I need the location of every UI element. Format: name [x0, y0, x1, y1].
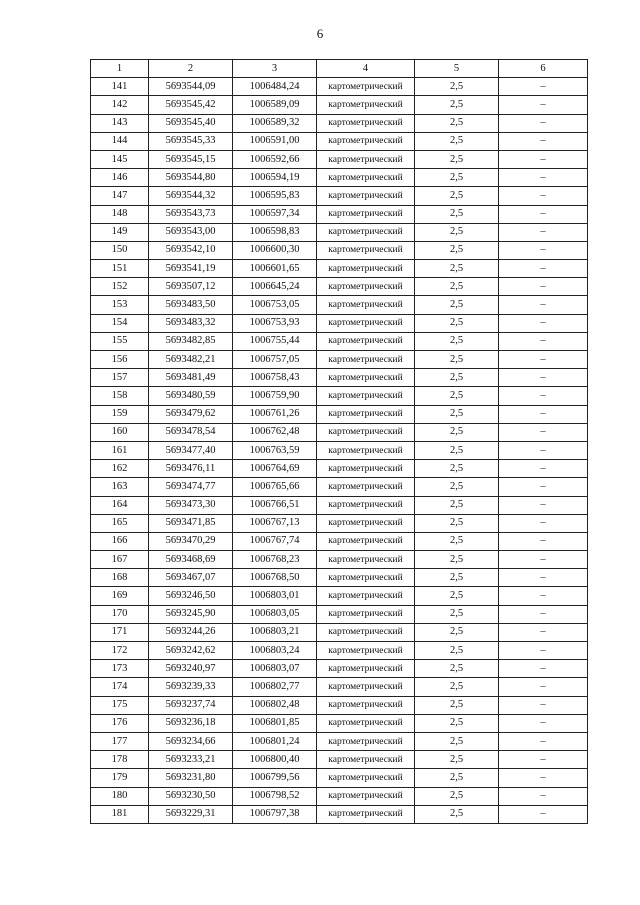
cell-accuracy: 2,5: [415, 696, 499, 714]
cell-coord-x: 5693544,80: [149, 169, 233, 187]
cell-note: –: [499, 623, 588, 641]
cell-coord-x: 5693545,42: [149, 96, 233, 114]
cell-coord-x: 5693467,07: [149, 569, 233, 587]
cell-method: картометрический: [317, 314, 415, 332]
cell-coord-x: 5693543,73: [149, 205, 233, 223]
cell-coord-y: 1006802,77: [233, 678, 317, 696]
cell-coord-y: 1006803,05: [233, 605, 317, 623]
cell-accuracy: 2,5: [415, 387, 499, 405]
cell-accuracy: 2,5: [415, 278, 499, 296]
cell-accuracy: 2,5: [415, 732, 499, 750]
cell-note: –: [499, 642, 588, 660]
cell-note: –: [499, 569, 588, 587]
cell-method: картометрический: [317, 387, 415, 405]
cell-accuracy: 2,5: [415, 332, 499, 350]
cell-coord-x: 5693545,15: [149, 150, 233, 168]
cell-point-number: 154: [91, 314, 149, 332]
cell-note: –: [499, 260, 588, 278]
cell-method: картометрический: [317, 623, 415, 641]
cell-point-number: 179: [91, 769, 149, 787]
cell-coord-y: 1006767,13: [233, 514, 317, 532]
cell-note: –: [499, 751, 588, 769]
cell-coord-y: 1006758,43: [233, 369, 317, 387]
table-row: [91, 787, 588, 805]
cell-accuracy: 2,5: [415, 150, 499, 168]
cell-coord-x: 5693230,50: [149, 787, 233, 805]
cell-coord-x: 5693545,40: [149, 114, 233, 132]
table-row: [91, 478, 588, 496]
cell-accuracy: 2,5: [415, 205, 499, 223]
table-row: [91, 332, 588, 350]
cell-note: –: [499, 332, 588, 350]
cell-note: –: [499, 769, 588, 787]
cell-coord-x: 5693231,80: [149, 769, 233, 787]
cell-method: картометрический: [317, 132, 415, 150]
cell-method: картометрический: [317, 751, 415, 769]
header-col-6: 6: [499, 60, 588, 78]
cell-coord-x: 5693239,33: [149, 678, 233, 696]
cell-accuracy: 2,5: [415, 223, 499, 241]
cell-method: картометрический: [317, 423, 415, 441]
cell-coord-y: 1006755,44: [233, 332, 317, 350]
table-row: [91, 714, 588, 732]
cell-method: картометрический: [317, 660, 415, 678]
cell-point-number: 166: [91, 532, 149, 550]
table-row: [91, 496, 588, 514]
table-row: [91, 169, 588, 187]
table-row: [91, 587, 588, 605]
cell-method: картометрический: [317, 223, 415, 241]
cell-note: –: [499, 696, 588, 714]
cell-coord-x: 5693234,66: [149, 732, 233, 750]
table-row: [91, 441, 588, 459]
cell-point-number: 150: [91, 241, 149, 259]
cell-point-number: 141: [91, 78, 149, 96]
cell-method: картометрический: [317, 96, 415, 114]
cell-note: –: [499, 169, 588, 187]
cell-accuracy: 2,5: [415, 787, 499, 805]
cell-coord-x: 5693541,19: [149, 260, 233, 278]
cell-point-number: 159: [91, 405, 149, 423]
cell-point-number: 156: [91, 351, 149, 369]
cell-point-number: 180: [91, 787, 149, 805]
table-row: [91, 205, 588, 223]
cell-accuracy: 2,5: [415, 351, 499, 369]
cell-point-number: 147: [91, 187, 149, 205]
cell-coord-x: 5693543,00: [149, 223, 233, 241]
cell-note: –: [499, 732, 588, 750]
table-row: [91, 260, 588, 278]
cell-point-number: 169: [91, 587, 149, 605]
table-row: [91, 187, 588, 205]
cell-coord-x: 5693468,69: [149, 551, 233, 569]
cell-note: –: [499, 551, 588, 569]
cell-note: –: [499, 460, 588, 478]
cell-coord-x: 5693544,09: [149, 78, 233, 96]
cell-coord-y: 1006765,66: [233, 478, 317, 496]
cell-coord-y: 1006591,00: [233, 132, 317, 150]
cell-point-number: 149: [91, 223, 149, 241]
cell-coord-x: 5693474,77: [149, 478, 233, 496]
cell-note: –: [499, 805, 588, 823]
cell-note: –: [499, 223, 588, 241]
cell-coord-y: 1006589,09: [233, 96, 317, 114]
cell-point-number: 160: [91, 423, 149, 441]
cell-method: картометрический: [317, 405, 415, 423]
table-row: [91, 460, 588, 478]
cell-accuracy: 2,5: [415, 441, 499, 459]
cell-method: картометрический: [317, 551, 415, 569]
table-header-row: [91, 60, 588, 78]
table-row: [91, 569, 588, 587]
cell-method: картометрический: [317, 369, 415, 387]
cell-point-number: 175: [91, 696, 149, 714]
cell-method: картометрический: [317, 642, 415, 660]
cell-method: картометрический: [317, 732, 415, 750]
cell-method: картометрический: [317, 278, 415, 296]
table-row: [91, 296, 588, 314]
cell-note: –: [499, 351, 588, 369]
cell-method: картометрический: [317, 241, 415, 259]
cell-method: картометрический: [317, 678, 415, 696]
table-row: [91, 96, 588, 114]
cell-coord-y: 1006768,50: [233, 569, 317, 587]
cell-coord-y: 1006762,48: [233, 423, 317, 441]
table-row: [91, 532, 588, 550]
cell-accuracy: 2,5: [415, 660, 499, 678]
table-row: [91, 642, 588, 660]
cell-point-number: 143: [91, 114, 149, 132]
cell-coord-y: 1006594,19: [233, 169, 317, 187]
cell-point-number: 162: [91, 460, 149, 478]
cell-note: –: [499, 787, 588, 805]
cell-coord-y: 1006799,56: [233, 769, 317, 787]
cell-coord-x: 5693245,90: [149, 605, 233, 623]
cell-point-number: 170: [91, 605, 149, 623]
table-row: [91, 805, 588, 823]
cell-note: –: [499, 314, 588, 332]
cell-accuracy: 2,5: [415, 769, 499, 787]
cell-coord-y: 1006803,21: [233, 623, 317, 641]
cell-coord-y: 1006753,93: [233, 314, 317, 332]
cell-accuracy: 2,5: [415, 478, 499, 496]
table-row: [91, 605, 588, 623]
cell-method: картометрический: [317, 496, 415, 514]
cell-coord-x: 5693479,62: [149, 405, 233, 423]
cell-coord-x: 5693473,30: [149, 496, 233, 514]
cell-accuracy: 2,5: [415, 605, 499, 623]
cell-coord-x: 5693244,26: [149, 623, 233, 641]
cell-point-number: 173: [91, 660, 149, 678]
cell-note: –: [499, 241, 588, 259]
cell-coord-x: 5693478,54: [149, 423, 233, 441]
cell-point-number: 142: [91, 96, 149, 114]
cell-coord-x: 5693481,49: [149, 369, 233, 387]
cell-coord-x: 5693237,74: [149, 696, 233, 714]
cell-note: –: [499, 150, 588, 168]
table-row: [91, 551, 588, 569]
cell-coord-x: 5693544,32: [149, 187, 233, 205]
cell-accuracy: 2,5: [415, 260, 499, 278]
cell-accuracy: 2,5: [415, 551, 499, 569]
cell-accuracy: 2,5: [415, 96, 499, 114]
table-row: [91, 387, 588, 405]
cell-coord-y: 1006757,05: [233, 351, 317, 369]
cell-point-number: 178: [91, 751, 149, 769]
header-col-2: 2: [149, 60, 233, 78]
cell-point-number: 151: [91, 260, 149, 278]
cell-coord-y: 1006592,66: [233, 150, 317, 168]
cell-coord-x: 5693246,50: [149, 587, 233, 605]
cell-coord-y: 1006598,83: [233, 223, 317, 241]
cell-note: –: [499, 369, 588, 387]
cell-point-number: 181: [91, 805, 149, 823]
cell-coord-y: 1006803,24: [233, 642, 317, 660]
cell-point-number: 172: [91, 642, 149, 660]
cell-point-number: 148: [91, 205, 149, 223]
cell-coord-y: 1006797,38: [233, 805, 317, 823]
cell-accuracy: 2,5: [415, 114, 499, 132]
cell-method: картометрический: [317, 514, 415, 532]
cell-coord-y: 1006802,48: [233, 696, 317, 714]
cell-point-number: 144: [91, 132, 149, 150]
table-body: [91, 78, 588, 824]
cell-coord-y: 1006761,26: [233, 405, 317, 423]
cell-note: –: [499, 605, 588, 623]
cell-coord-x: 5693480,59: [149, 387, 233, 405]
cell-coord-x: 5693483,50: [149, 296, 233, 314]
header-col-5: 5: [415, 60, 499, 78]
table-row: [91, 314, 588, 332]
cell-point-number: 177: [91, 732, 149, 750]
cell-method: картометрический: [317, 169, 415, 187]
cell-note: –: [499, 205, 588, 223]
cell-note: –: [499, 405, 588, 423]
cell-point-number: 163: [91, 478, 149, 496]
cell-point-number: 164: [91, 496, 149, 514]
cell-accuracy: 2,5: [415, 169, 499, 187]
cell-method: картометрический: [317, 260, 415, 278]
cell-coord-y: 1006589,32: [233, 114, 317, 132]
cell-method: картометрический: [317, 150, 415, 168]
cell-accuracy: 2,5: [415, 405, 499, 423]
page-number: 6: [316, 26, 324, 41]
cell-coord-x: 5693477,40: [149, 441, 233, 459]
cell-method: картометрический: [317, 714, 415, 732]
table-row: [91, 514, 588, 532]
cell-coord-y: 1006801,24: [233, 732, 317, 750]
cell-coord-y: 1006759,90: [233, 387, 317, 405]
cell-accuracy: 2,5: [415, 642, 499, 660]
cell-method: картометрический: [317, 569, 415, 587]
table-row: [91, 769, 588, 787]
cell-accuracy: 2,5: [415, 132, 499, 150]
cell-method: картометрический: [317, 787, 415, 805]
cell-accuracy: 2,5: [415, 241, 499, 259]
cell-coord-y: 1006767,74: [233, 532, 317, 550]
cell-accuracy: 2,5: [415, 369, 499, 387]
cell-coord-y: 1006753,05: [233, 296, 317, 314]
cell-point-number: 168: [91, 569, 149, 587]
cell-method: картометрический: [317, 805, 415, 823]
cell-method: картометрический: [317, 769, 415, 787]
cell-coord-y: 1006768,23: [233, 551, 317, 569]
table-row: [91, 223, 588, 241]
cell-coord-y: 1006798,52: [233, 787, 317, 805]
cell-coord-y: 1006800,40: [233, 751, 317, 769]
cell-note: –: [499, 478, 588, 496]
table-row: [91, 241, 588, 259]
cell-point-number: 176: [91, 714, 149, 732]
table-row: [91, 696, 588, 714]
cell-note: –: [499, 587, 588, 605]
header-col-4: 4: [317, 60, 415, 78]
header-col-3: 3: [233, 60, 317, 78]
cell-point-number: 167: [91, 551, 149, 569]
cell-note: –: [499, 660, 588, 678]
cell-point-number: 146: [91, 169, 149, 187]
cell-coord-x: 5693471,85: [149, 514, 233, 532]
cell-note: –: [499, 514, 588, 532]
cell-accuracy: 2,5: [415, 423, 499, 441]
cell-accuracy: 2,5: [415, 514, 499, 532]
cell-note: –: [499, 532, 588, 550]
cell-note: –: [499, 423, 588, 441]
cell-coord-y: 1006763,59: [233, 441, 317, 459]
cell-note: –: [499, 441, 588, 459]
cell-point-number: 171: [91, 623, 149, 641]
cell-method: картометрический: [317, 187, 415, 205]
cell-coord-x: 5693236,18: [149, 714, 233, 732]
cell-coord-x: 5693542,10: [149, 241, 233, 259]
cell-note: –: [499, 714, 588, 732]
table-row: [91, 369, 588, 387]
coordinates-table: [90, 59, 588, 824]
cell-point-number: 174: [91, 678, 149, 696]
cell-coord-y: 1006645,24: [233, 278, 317, 296]
cell-point-number: 165: [91, 514, 149, 532]
cell-accuracy: 2,5: [415, 569, 499, 587]
cell-method: картометрический: [317, 296, 415, 314]
cell-method: картометрический: [317, 205, 415, 223]
cell-note: –: [499, 78, 588, 96]
cell-accuracy: 2,5: [415, 751, 499, 769]
cell-coord-y: 1006597,34: [233, 205, 317, 223]
cell-coord-x: 5693229,31: [149, 805, 233, 823]
table-row: [91, 132, 588, 150]
table-row: [91, 660, 588, 678]
cell-method: картометрический: [317, 114, 415, 132]
table-row: [91, 114, 588, 132]
cell-accuracy: 2,5: [415, 187, 499, 205]
cell-point-number: 145: [91, 150, 149, 168]
cell-coord-x: 5693233,21: [149, 751, 233, 769]
table-row: [91, 278, 588, 296]
cell-point-number: 158: [91, 387, 149, 405]
cell-method: картометрический: [317, 696, 415, 714]
cell-method: картометрический: [317, 78, 415, 96]
cell-accuracy: 2,5: [415, 532, 499, 550]
cell-coord-y: 1006601,65: [233, 260, 317, 278]
cell-accuracy: 2,5: [415, 714, 499, 732]
table-row: [91, 405, 588, 423]
cell-coord-y: 1006766,51: [233, 496, 317, 514]
cell-coord-x: 5693476,11: [149, 460, 233, 478]
table-row: [91, 423, 588, 441]
cell-coord-x: 5693242,62: [149, 642, 233, 660]
table-row: [91, 751, 588, 769]
cell-note: –: [499, 296, 588, 314]
cell-note: –: [499, 387, 588, 405]
cell-coord-x: 5693507,12: [149, 278, 233, 296]
cell-accuracy: 2,5: [415, 314, 499, 332]
cell-note: –: [499, 114, 588, 132]
table-row: [91, 623, 588, 641]
cell-method: картометрический: [317, 441, 415, 459]
cell-point-number: 153: [91, 296, 149, 314]
cell-coord-y: 1006801,85: [233, 714, 317, 732]
cell-accuracy: 2,5: [415, 496, 499, 514]
header-col-1: 1: [91, 60, 149, 78]
cell-note: –: [499, 187, 588, 205]
cell-coord-x: 5693240,97: [149, 660, 233, 678]
cell-note: –: [499, 96, 588, 114]
cell-point-number: 155: [91, 332, 149, 350]
cell-coord-x: 5693483,32: [149, 314, 233, 332]
cell-coord-y: 1006600,30: [233, 241, 317, 259]
cell-method: картометрический: [317, 460, 415, 478]
cell-accuracy: 2,5: [415, 805, 499, 823]
cell-coord-y: 1006764,69: [233, 460, 317, 478]
cell-method: картометрический: [317, 478, 415, 496]
table-row: [91, 678, 588, 696]
cell-accuracy: 2,5: [415, 587, 499, 605]
cell-accuracy: 2,5: [415, 623, 499, 641]
cell-note: –: [499, 278, 588, 296]
cell-accuracy: 2,5: [415, 78, 499, 96]
cell-note: –: [499, 496, 588, 514]
cell-point-number: 157: [91, 369, 149, 387]
cell-accuracy: 2,5: [415, 460, 499, 478]
cell-note: –: [499, 132, 588, 150]
cell-method: картометрический: [317, 332, 415, 350]
cell-coord-y: 1006803,07: [233, 660, 317, 678]
cell-accuracy: 2,5: [415, 678, 499, 696]
table-row: [91, 78, 588, 96]
cell-coord-y: 1006803,01: [233, 587, 317, 605]
cell-coord-x: 5693482,85: [149, 332, 233, 350]
table-row: [91, 732, 588, 750]
cell-method: картометрический: [317, 605, 415, 623]
cell-point-number: 161: [91, 441, 149, 459]
cell-coord-x: 5693482,21: [149, 351, 233, 369]
table-row: [91, 351, 588, 369]
table-row: [91, 150, 588, 168]
cell-coord-x: 5693545,33: [149, 132, 233, 150]
cell-method: картометрический: [317, 351, 415, 369]
cell-coord-y: 1006595,83: [233, 187, 317, 205]
cell-method: картометрический: [317, 587, 415, 605]
cell-method: картометрический: [317, 532, 415, 550]
cell-point-number: 152: [91, 278, 149, 296]
cell-accuracy: 2,5: [415, 296, 499, 314]
cell-coord-x: 5693470,29: [149, 532, 233, 550]
cell-coord-y: 1006484,24: [233, 78, 317, 96]
cell-note: –: [499, 678, 588, 696]
